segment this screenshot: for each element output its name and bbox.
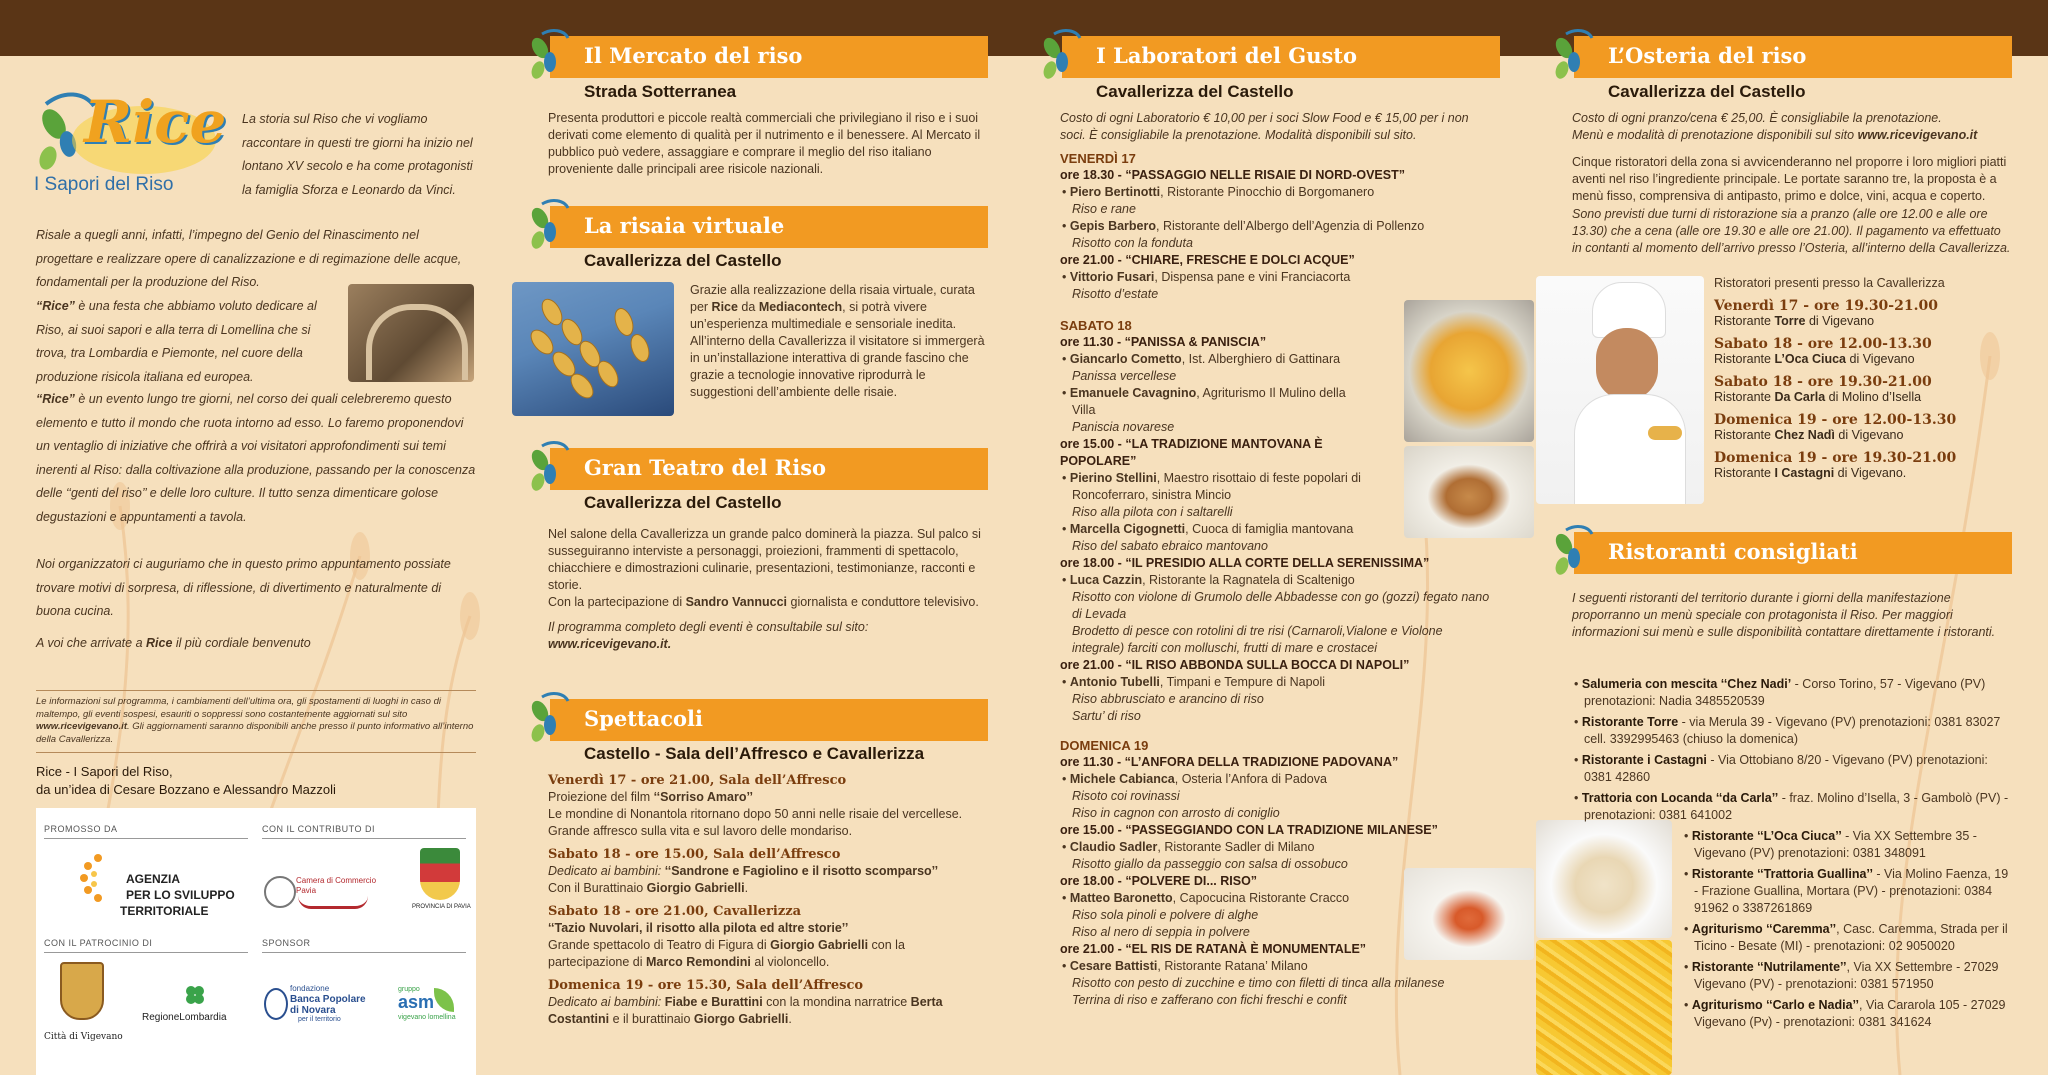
intro-p6 [36, 635, 476, 652]
lab-s2-a: • Pierino Stellini, Maestro risottaio di feste popolari di Roncoferraro, sinistra Mincio [1062, 471, 1361, 502]
dish: Brodetto di pesce con rotolini di tre risi (Carnaroli,Vialone e Violone integrale) farciti con molluschi, frutti di mare e crostacei [1072, 624, 1443, 655]
osteria-slot [1714, 298, 2014, 328]
chef: Pierino Stellini [1069, 471, 1157, 485]
day-domenica: DOMENICA 19 [1060, 738, 1149, 753]
rice-sprig-icon [528, 689, 574, 745]
restaurant-info: , Casc. Caremma, Strada per il Ticino - Besate (MI) - prenotazioni: 02 9050020 [1694, 922, 2008, 953]
spettacolo-4-desc [548, 994, 988, 1028]
restaurant-name: Trattoria con Locanda ‘‘da Carla’’ [1581, 791, 1779, 805]
restaurant-info: - Via XX Settembre 35 - Vigevano (PV) prenotazioni: 0381 348091 [1694, 829, 1977, 860]
e4d: Berta Costantini [548, 995, 943, 1026]
agenzia-name-2: PER LO SVILUPPO [126, 888, 235, 902]
chef-photo [1536, 276, 1704, 504]
e2c: Con il Burattinaio [548, 881, 647, 895]
teatro-t3: Il programma completo degli eventi è consultabile sul sito: [548, 620, 869, 634]
e2e: . [744, 881, 749, 895]
slot-post: di Vigevano [1846, 352, 1915, 366]
info-note-a: Le informazioni sul programma, i cambiamenti dell’ultima ora, gli spostamenti di luoghi in caso di maltempo, gli eventi sospesi, esauriti o soppressi sono costantemente aggiornati sul sito [36, 696, 441, 720]
risaia-rice: Rice [711, 300, 738, 314]
slot-restaurant [1714, 428, 2014, 442]
chef: Emanuele Cavagnino [1069, 386, 1197, 400]
risaia-t1: Grazie alla realizzazione della risaia virtuale, curata per [690, 283, 975, 314]
osteria-slot [1714, 412, 2014, 442]
dish: Riso al nero di seppia in polvere [1072, 925, 1250, 939]
venue: , Ristorante Pinocchio di Borgomanero [1160, 185, 1375, 199]
bullet: • [1574, 715, 1582, 729]
vigevano-crest [60, 962, 104, 1020]
intro-p4 [36, 388, 476, 529]
e3f: Marco Remondini [645, 955, 751, 969]
intro-divider-bottom [36, 752, 476, 753]
restaurant-name: Salumeria con mescita ‘‘Chez Nadi’ [1581, 677, 1792, 691]
teatro-t1: Nel salone della Cavallerizza un grande palco dominerà la piazza. Sul palco si susseguiranno interviste a personaggi, proiezioni, frammenti di spettacolo, chiacchiere e dimostrazioni culinarie, presentazioni, testimonianze, racconti e storie. [548, 527, 981, 592]
agenzia-name-3: TERRITORIALE [120, 904, 209, 918]
bpn-logo [264, 988, 288, 1020]
sponsor-rule [262, 952, 466, 953]
risaia-mediacontech: Mediacontech [758, 300, 843, 314]
osteria-slot [1714, 374, 2014, 404]
spettacolo-1-body [548, 789, 988, 806]
lab-s3: ore 18.00 - “IL PRESIDIO ALLA CORTE DELLA SERENISSIMA” [1060, 556, 1430, 570]
logo-word: Rice [84, 88, 227, 156]
slot-name: Torre [1774, 314, 1806, 328]
bpn-line-1: Banca Popolare [290, 994, 366, 1005]
rice-sprig-icon [528, 438, 574, 494]
bullet: • [1684, 960, 1692, 974]
e4c: con la mondina narratrice [762, 995, 911, 1009]
lab-d1: ore 11.30 - “L’ANFORA DELLA TRADIZIONE PADOVANA” [1060, 755, 1399, 769]
venue: , Ist. Alberghiero di Gattinara [1181, 352, 1341, 366]
patrocinio-rule [44, 952, 248, 953]
dish: Risoto coi rovinassi [1072, 789, 1180, 803]
restaurant-name: Ristorante ‘‘L’Oca Ciuca’’ [1691, 829, 1842, 843]
dish: Terrina di riso e zafferano con fichi freschi e confit [1072, 993, 1347, 1007]
section-title: Spettacoli [584, 706, 703, 731]
asm-leaf-icon [434, 988, 454, 1012]
risaia-location: Cavallerizza del Castello [584, 251, 782, 270]
bullet: • [1684, 922, 1692, 936]
regione-label: RegioneLombardia [142, 1012, 227, 1023]
day-sabato: SABATO 18 [1060, 318, 1132, 333]
intro-p1: La storia sul Riso che vi vogliamo raccontare in questi tre giorni ha inizio nel lontano XV secolo e ha come protagonisti la famiglia Sforza e Leonardo da Vinci. [242, 112, 473, 197]
intro-p4-lead: “Rice” [36, 392, 75, 406]
bullet: • [1684, 867, 1692, 881]
asm-line-0: gruppo [398, 986, 420, 993]
teatro-vannucci: Sandro Vannucci [685, 595, 788, 609]
brand-logo [34, 84, 227, 200]
agenzia-logo [72, 848, 132, 908]
venue: , Dispensa pane e vini Franciacorta [1154, 270, 1351, 284]
venue: , Agriturismo Il Mulino della Villa [1072, 386, 1346, 417]
intro-p6-c: il più cordiale benvenuto [172, 636, 311, 650]
intro-p3-text: è una festa che abbiamo voluto dedicare al Riso, ai suoi sapori e alla terra di Lomellina che si trova, tra Lombardia e Piemonte, nel cuore della produzione risicola italiana ed europea. [36, 299, 317, 384]
provincia-label: PROVINCIA DI PAVIA [412, 904, 471, 910]
lab-d1-a: • Michele Cabianca, Osteria l’Anfora di Padova [1062, 772, 1327, 786]
lab-d4: ore 21.00 - “EL RIS DE RATANÀ È MONUMENTALE” [1060, 942, 1367, 956]
fish-dish-photo [1404, 446, 1534, 538]
chef: Giancarlo Cometto [1069, 352, 1182, 366]
slot-restaurant [1714, 352, 2014, 366]
lab-s3-a: • Luca Cazzin, Ristorante la Ragnatela di Scaltenigo [1062, 573, 1355, 587]
lab-v1-b: • Gepis Barbero, Ristorante dell’Albergo dell’Agenzia di Pollenzo [1062, 219, 1425, 233]
lab-s2-b: • Marcella Cigognetti, Cuoca di famiglia mantovana [1062, 522, 1354, 536]
risaia-t1e: , si potrà vivere un’esperienza multimediale e sensoriale inedita. All’interno della Cavallerizza il visitatore si immergerà in un’installazione interattiva di grande fascino che grazie a tecnologie innovative riprodurrà le suggestioni dell’ambiente delle risaie. [690, 300, 985, 399]
consigliati-list [1572, 676, 2012, 1035]
teatro-location: Cavallerizza del Castello [584, 493, 782, 512]
dish: Riso sola pinoli e polvere di alghe [1072, 908, 1259, 922]
restaurant-name: Ristorante i Castagni [1581, 753, 1707, 767]
restaurant-info: - Corso Torino, 57 - Vigevano (PV) prenotazioni: Nadia 3485520539 [1584, 677, 1986, 708]
risaia-text [690, 282, 988, 401]
section-teatro [528, 448, 988, 490]
restaurant-item [1572, 790, 2012, 824]
credit-line-2: da un’idea di Cesare Bozzano e Alessandro Mazzoli [36, 782, 336, 797]
restaurant-info: - Via Molino Faenza, 19 - Frazione Guallina, Mortara (PV) - prenotazioni: 0384 91962 o 3387261869 [1694, 867, 2009, 915]
venue: , Ristorante dell’Albergo dell’Agenzia di Pollenzo [1156, 219, 1425, 233]
e2b: ‘‘Sandrone e Fagiolino e il risotto scomparso’’ [664, 864, 939, 878]
intro-p3-lead: “Rice” [36, 299, 75, 313]
rice-sprig-icon [528, 196, 574, 252]
chef: Marcella Cigognetti [1069, 522, 1186, 536]
e4b: Fiabe e Burattini [664, 995, 763, 1009]
slot-time: Domenica 19 - ore 19.30-21.00 [1714, 450, 1957, 466]
section-consigliati [1552, 532, 2012, 574]
section-title: La risaia virtuale [584, 213, 785, 238]
bullet: • [1574, 677, 1582, 691]
asm-line-2: vigevano lomellina [398, 1014, 456, 1021]
mercato-text: Presenta produttori e piccole realtà commerciali che privilegiano il riso e i suoi derivati come elemento di qualità per il nutrimento e il benessere. Al Mercato il pubblico può vedere, assaggiare e comprare il meglio del riso italiano proveniente dalle principali aree risicole nazionali. [548, 111, 981, 176]
lab-s4: ore 21.00 - “IL RISO ABBONDA SULLA BOCCA DI NAPOLI” [1060, 658, 1410, 672]
osteria-intro [1572, 110, 2012, 144]
section-title: Ristoranti consigliati [1608, 539, 1858, 564]
chef: Gepis Barbero [1069, 219, 1156, 233]
asm-line-1: asm [398, 992, 435, 1012]
laboratori-intro: Costo di ogni Laboratorio € 10,00 per i soci Slow Food e € 15,00 per i non soci. È consigliabile la prenotazione. Modalità disponibili sul sito. [1060, 111, 1469, 142]
dish: Risotto giallo da passeggio con salsa di ossobuco [1072, 857, 1348, 871]
bullet: • [1684, 829, 1692, 843]
spettacoli-location: Castello - Sala dell’Affresco e Cavallerizza [584, 744, 925, 763]
slot-pre: Ristorante [1714, 352, 1775, 366]
chef: Luca Cazzin [1069, 573, 1143, 587]
osteria-p2: Sono previsti due turni di ristorazione sia a pranzo (alle ore 12.00 e alle ore 13.30) che a cena (alle ore 19.30 e alle ore 21.00). Il pagamento va effettuato in contanti al momento dell’arrivo presso l’Osteria, all’interno della Cavallerizza. [1572, 207, 2011, 255]
slot-time: Sabato 18 - ore 19.30-21.00 [1714, 374, 1932, 390]
credit-line-1: Rice - I Sapori del Riso, [36, 764, 173, 779]
day-venerdi: VENERDÌ 17 [1060, 151, 1136, 166]
section-title: Gran Teatro del Riso [584, 455, 827, 480]
restaurant-item [1682, 866, 2012, 917]
restaurant-info: , Via XX Settembre - 27029 Vigevano (PV) - prenotazioni: 0381 571950 [1694, 960, 1999, 991]
teatro-t2c: giornalista e conduttore televisivo. [787, 595, 979, 609]
restaurant-item [1682, 997, 2012, 1031]
dish: Riso del sabato ebraico mantovano [1072, 539, 1268, 553]
venue: , Ristorante la Ragnatela di Scaltenigo [1142, 573, 1355, 587]
info-note-site[interactable]: www.ricevigevano.it [36, 721, 127, 732]
chef: Matteo Baronetto [1069, 891, 1173, 905]
laboratori-location: Cavallerizza del Castello [1096, 82, 1294, 101]
slot-time: Domenica 19 - ore 12.00-13.30 [1714, 412, 1957, 428]
spettacolo-1-desc: Le mondine di Nonantola ritornano dopo 50 anni nelle risaie del vercellese. Grande affresco sulla vita e sul lavoro delle mondariso. [548, 807, 963, 838]
spettacolo-3-heading: Sabato 18 - ore 21.00, Cavallerizza [548, 904, 802, 919]
osteria-intro-2 [1572, 127, 2012, 144]
lab-v2: ore 21.00 - “CHIARE, FRESCHE E DOLCI ACQUE” [1060, 253, 1355, 267]
restaurant-info: - via Merula 39 - Vigevano (PV) prenotazioni: 0381 83027 cell. 3392995463 (chiuso la domenica) [1584, 715, 2001, 746]
slot-restaurant [1714, 390, 2014, 404]
mercato-location: Strada Sotterranea [584, 82, 737, 101]
e3e: con la partecipazione di [548, 938, 905, 969]
dish: Risotto d’estate [1072, 287, 1159, 301]
restaurant-info: - fraz. Molino d’Isella, 3 - Gambolò (PV) - prenotazioni: 0381 641002 [1584, 791, 2009, 822]
restaurant-info: - Via Ottobiano 8/20 - Vigevano (PV) prenotazioni: 0381 42860 [1584, 753, 1988, 784]
lab-d2-a: • Claudio Sadler, Ristorante Sadler di Milano [1062, 840, 1315, 854]
lab-d4-a: • Cesare Battisti, Ristorante Ratana’ Milano [1062, 959, 1308, 973]
bullet: • [1574, 753, 1582, 767]
bpn-line-2: di Novara [290, 1005, 336, 1016]
lab-s2: ore 15.00 - “LA TRADIZIONE MANTOVANA È POPOLARE” [1060, 437, 1323, 468]
teatro-text [548, 526, 988, 653]
section-title: Il Mercato del riso [584, 43, 803, 68]
e4a: Dedicato ai bambini: [548, 995, 665, 1009]
slot-restaurant [1714, 466, 2014, 480]
promosso-rule [44, 838, 248, 839]
e1b: ‘‘Sorriso Amaro’’ [653, 790, 753, 804]
citta-vigevano-label: Città di Vigevano [44, 1032, 123, 1042]
e2d: Giorgio Gabrielli [646, 881, 745, 895]
rice-sprig-icon [1040, 26, 1086, 82]
lab-v2-a: • Vittorio Fusari, Dispensa pane e vini Franciacorta [1062, 270, 1351, 284]
slot-name: I Castagni [1774, 466, 1835, 480]
section-title: L’Osteria del riso [1608, 43, 1807, 68]
slot-post: di Molino d’Isella [1825, 390, 1922, 404]
plated-dish-photo [1404, 868, 1534, 960]
restaurant-name: Ristorante Torre [1581, 715, 1679, 729]
dish: Riso e rane [1072, 202, 1136, 216]
chef: Claudio Sadler [1069, 840, 1158, 854]
rice-grain-photo [512, 282, 674, 416]
patrocinio-label: CON IL PATROCINIO DI [44, 938, 153, 948]
venue: , Ristorante Ratana’ Milano [1157, 959, 1308, 973]
dish: Riso alla pilota con i saltarelli [1072, 505, 1233, 519]
bullet: • [1574, 791, 1582, 805]
section-mercato [528, 36, 988, 78]
dish: Riso abbrusciato e arancino di riso [1072, 692, 1264, 706]
restaurant-info: , Via Cararola 105 - 27029 Vigevano (Pv) - prenotazioni: 0381 341624 [1694, 998, 2006, 1029]
osteria-location: Cavallerizza del Castello [1608, 82, 1806, 101]
rice-sprig-icon [528, 26, 574, 82]
bpn-line-3: per il territorio [298, 1016, 341, 1023]
rice-sprig-icon [1552, 522, 1598, 578]
promosso-label: PROMOSSO DA [44, 824, 118, 834]
venue: , Osteria l’Anfora di Padova [1174, 772, 1327, 786]
slot-pre: Ristorante [1714, 390, 1775, 404]
dish: Riso in cagnon con arrosto di coniglio [1072, 806, 1280, 820]
lab-s1-b: • Emanuele Cavagnino, Agriturismo Il Mulino della Villa [1062, 386, 1346, 417]
section-risaia [528, 206, 988, 248]
e3b: ‘‘Tazio Nuvolari, il risotto alla pilota ed altre storie’’ [548, 921, 849, 935]
agenzia-name-1: AGENZIA [126, 872, 180, 886]
lab-d3-a: • Matteo Baronetto, Capocucina Ristorante Cracco [1062, 891, 1350, 905]
chef: Piero Bertinotti [1069, 185, 1161, 199]
section-laboratori [1040, 36, 1500, 78]
osteria-intro-2a: Menù e modalità di prenotazione disponibili sul sito [1572, 128, 1858, 142]
camera-swoosh [298, 896, 368, 909]
slot-name: Chez Nadì [1774, 428, 1835, 442]
teatro-t2a: Con la partecipazione di [548, 595, 686, 609]
castle-photo [348, 284, 474, 382]
chef: Michele Cabianca [1069, 772, 1175, 786]
lab-v1: ore 18.30 - “PASSAGGIO NELLE RISAIE DI NORD-OVEST” [1060, 168, 1405, 182]
spettacolo-2-heading: Sabato 18 - ore 15.00, Sala dell’Affresco [548, 847, 841, 862]
dish: Risotto con la fonduta [1072, 236, 1193, 250]
slot-pre: Ristorante [1714, 466, 1775, 480]
e3c: Grande spettacolo di Teatro di Figura di [548, 938, 771, 952]
sponsor-panel [36, 808, 476, 1075]
osteria-slot [1714, 450, 2014, 480]
chef: Cesare Battisti [1069, 959, 1158, 973]
sponsor-label: SPONSOR [262, 938, 311, 948]
section-osteria [1552, 36, 2012, 78]
risotto-photo [1404, 300, 1534, 442]
contributo-label: CON IL CONTRIBUTO DI [262, 824, 376, 834]
contributo-rule [262, 838, 466, 839]
slot-pre: Ristorante [1714, 314, 1775, 328]
spettacolo-2-desc [548, 880, 988, 897]
restaurant-item [1682, 959, 2012, 993]
camera-name-2: Pavia [296, 886, 317, 895]
section-spettacoli [528, 699, 988, 741]
logo-subtitle: I Sapori del Riso [34, 174, 174, 195]
slot-time: Sabato 18 - ore 12.00-13.30 [1714, 336, 1932, 352]
osteria-intro-1: Costo di ogni pranzo/cena € 25,00. È consigliabile la prenotazione. [1572, 111, 1942, 125]
intro-p6-a: A voi che arrivate a [36, 636, 147, 650]
lab-d3: ore 18.00 - “POLVERE DI... RISO” [1060, 874, 1258, 888]
lab-v1-a: • Piero Bertinotti, Ristorante Pinocchio di Borgomanero [1062, 185, 1375, 199]
slot-name: L’Oca Ciuca [1774, 352, 1847, 366]
intro-p6-b: Rice [146, 636, 173, 650]
e1a: Proiezione del film [548, 790, 654, 804]
slot-time: Venerdì 17 - ore 19.30-21.00 [1714, 298, 1938, 314]
e2a: Dedicato ai bambini: [548, 864, 665, 878]
regione-logo [184, 984, 206, 1006]
spettacoli-list [548, 772, 988, 1028]
spettacolo-3-desc [548, 937, 988, 971]
slot-post: di Vigevano. [1834, 466, 1907, 480]
e4g: . [788, 1012, 792, 1026]
osteria-site-link[interactable]: www.ricevigevano.it [1857, 128, 1978, 142]
chef: Vittorio Fusari [1069, 270, 1155, 284]
venue: , Timpani e Tempure di Napoli [1159, 675, 1326, 689]
slot-post: di Vigevano [1834, 428, 1904, 442]
lab-s1: ore 11.30 - “PANISSA & PANISCIA” [1060, 335, 1267, 349]
intro-divider-top [36, 690, 476, 691]
lab-s1-a: • Giancarlo Cometto, Ist. Alberghiero di Gattinara [1062, 352, 1341, 366]
risaia-t1c: da [737, 300, 759, 314]
restaurant-item [1682, 828, 2012, 862]
provincia-crest [420, 848, 460, 900]
restaurant-name: Agriturismo ‘‘Caremma’’ [1691, 922, 1837, 936]
osteria-list-head: Ristoratori presenti presso la Cavallerizza [1714, 276, 1945, 290]
e3g: al violoncello. [750, 955, 830, 969]
restaurant-item [1572, 714, 2012, 748]
dish: Paniscia novarese [1072, 420, 1175, 434]
chef: Antonio Tubelli [1069, 675, 1160, 689]
intro-p3 [36, 295, 336, 389]
teatro-site-link[interactable]: www.ricevigevano.it. [548, 637, 672, 651]
restaurant-name: Agriturismo ‘‘Carlo e Nadia’’ [1691, 998, 1860, 1012]
dish: Risotto con violone di Grumolo delle Abbadesse con go (gozzi) fegato nano di Levada [1072, 590, 1490, 621]
rice-sprig-icon [1552, 26, 1598, 82]
camera-commercio-logo [264, 876, 296, 908]
venue: , Maestro risottaio di feste popolari di Roncoferraro, sinistra Mincio [1072, 471, 1361, 502]
venue: , Ristorante Sadler di Milano [1157, 840, 1315, 854]
osteria-slot [1714, 336, 2014, 366]
teatro-t2 [548, 594, 988, 611]
intro-p4-text: è un evento lungo tre giorni, nel corso dei quali celebreremo questo elemento e tutto il mondo che ruota intorno ad esso. Lo faremo proponendovi un ventaglio di iniziative che offrirà a voi visitatori approfondimenti sui temi inerenti al Riso: dalla coltivazione alla produzione, passando per la conoscenza delle ‘‘genti del riso’’ e delle loro culture. Il tutto senza dimenticare golose degustazioni e appuntamenti a tavola. [36, 392, 476, 524]
spettacolo-3-title [548, 920, 988, 937]
dish: Risotto con pesto di zucchine e timo con filetti di tinca alla milanese [1072, 976, 1445, 990]
dish: Panissa vercellese [1072, 369, 1177, 383]
spettacolo-2-body [548, 863, 988, 880]
slot-pre: Ristorante [1714, 428, 1775, 442]
restaurant-item [1572, 752, 2012, 786]
spettacolo-1-heading: Venerdì 17 - ore 21.00, Sala dell’Affresco [548, 773, 847, 788]
osteria-slots [1714, 298, 2014, 488]
restaurant-item [1572, 676, 2012, 710]
restaurant-name: Ristorante ‘‘Nutrilamente’’ [1691, 960, 1847, 974]
intro-p2: Risale a quegli anni, infatti, l’impegno del Genio del Rinascimento nel progettare e realizzare opere di canalizzazione e di regimazione delle acque, fondamentali per la produzione del Riso. [36, 228, 462, 289]
slot-restaurant [1714, 314, 2014, 328]
lab-d2: ore 15.00 - “PASSEGGIANDO CON LA TRADIZIONE MILANESE” [1060, 823, 1438, 837]
lab-s4-a: • Antonio Tubelli, Timpani e Tempure di Napoli [1062, 675, 1326, 689]
e4f: Giorgo Gabrielli [693, 1012, 789, 1026]
bullet: • [1684, 998, 1692, 1012]
venue: , Cuoca di famiglia mantovana [1185, 522, 1354, 536]
venue: , Capocucina Ristorante Cracco [1172, 891, 1350, 905]
osteria-p1: Cinque ristoratori della zona si avvicenderanno nel proporre i loro migliori piatti aventi nel riso l’ingrediente principale. Le portate saranno tre, la proposta è a menù fisso, comprensiva di antipasto, primo e dolce, vini, acqua e coperto. [1572, 155, 2007, 203]
restaurant-name: Ristorante ‘‘Trattoria Guallina’’ [1691, 867, 1873, 881]
restaurant-item [1682, 921, 2012, 955]
consigliati-intro: I seguenti ristoranti del territorio durante i giorni della manifestazione proporranno un menù speciale con protagonista il Riso. Per maggiori informazioni sui menù e sulle disponibilità contattare direttamente i ristoranti. [1572, 591, 1996, 639]
intro-p5: Noi organizzatori ci auguriamo che in questo primo appuntamento possiate trovare motivi di sorpresa, di riflessione, di divertimento e naturalmente di buona cucina. [36, 557, 451, 618]
slot-name: Da Carla [1774, 390, 1826, 404]
spettacolo-4-heading: Domenica 19 - ore 15.30, Sala dell’Affresco [548, 978, 864, 993]
bpn-line-0: fondazione [290, 984, 330, 993]
info-note [36, 696, 476, 746]
dish: Sartu’ di riso [1072, 709, 1141, 723]
e4e: e il burattinaio [609, 1012, 694, 1026]
section-title: I Laboratori del Gusto [1096, 43, 1357, 68]
info-note-c: . Gli aggiornamenti saranno disponibili anche presso il punto informativo all’interno della Cavallerizza. [36, 721, 474, 745]
e3d: Giorgio Gabrielli [770, 938, 869, 952]
slot-post: di Vigevano [1805, 314, 1875, 328]
camera-name-1: Camera di Commercio [296, 876, 377, 885]
